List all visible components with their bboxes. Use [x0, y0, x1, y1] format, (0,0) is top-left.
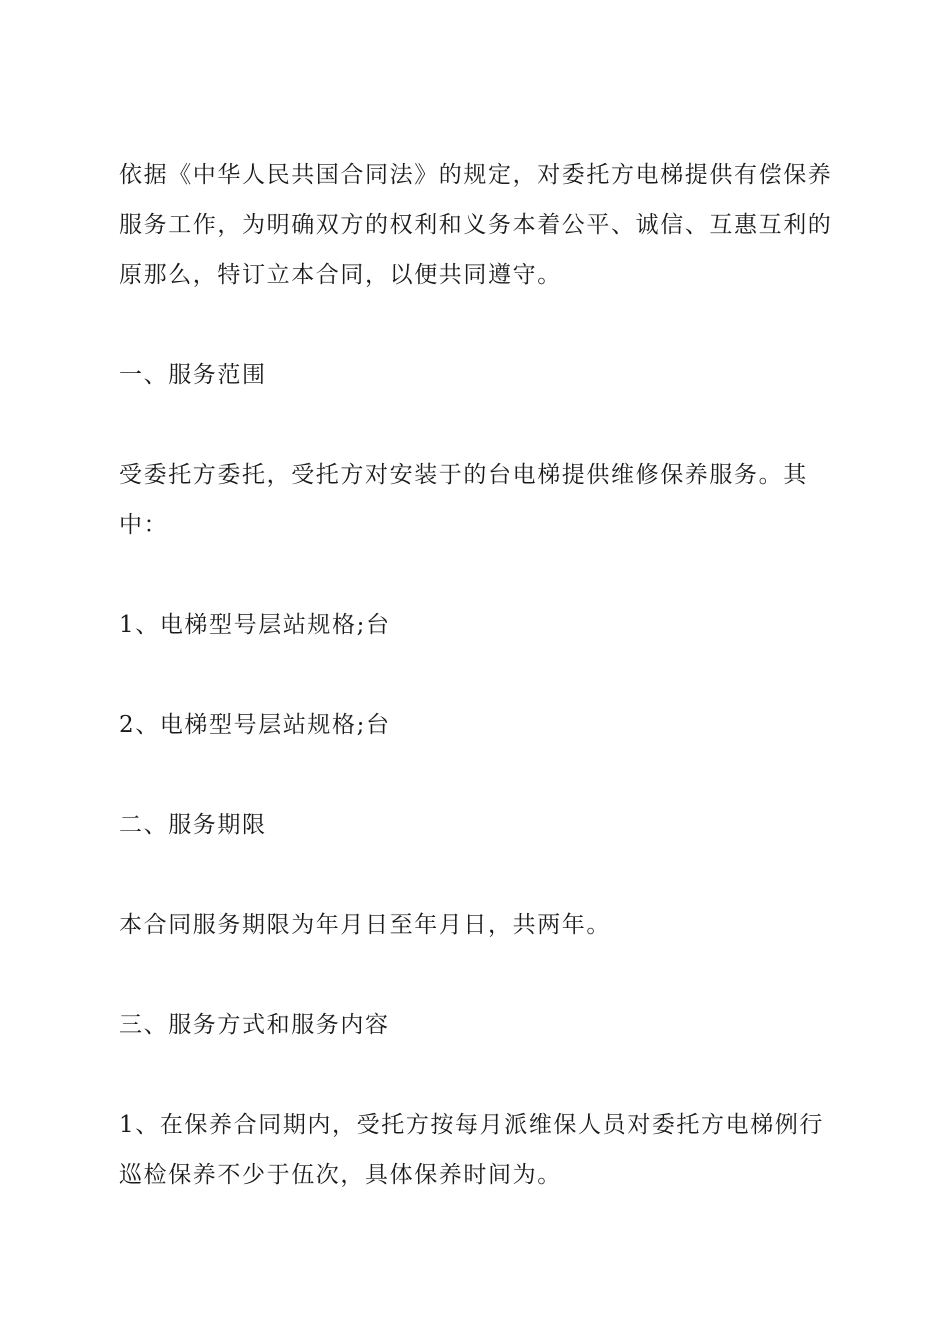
- paragraph-gap: [119, 1050, 835, 1100]
- elevator-item-1: 1、电梯型号层站规格;台: [119, 612, 391, 638]
- elevator-item-2: 2、电梯型号层站规格;台: [119, 712, 391, 738]
- service-term-paragraph: 本合同服务期限为年月日至年月日，共两年。: [119, 912, 611, 938]
- paragraph-gap: [119, 300, 835, 350]
- paragraph-gap: [119, 750, 835, 800]
- section-heading-service-term: 二、服务期限: [119, 812, 267, 838]
- service-scope-paragraph: 受委托方委托，受托方对安装于的台电梯提供维修保养服务。其中：: [119, 462, 808, 538]
- paragraph-gap: [119, 950, 835, 1000]
- section-heading-service-method: 三、服务方式和服务内容: [119, 1012, 390, 1038]
- paragraph-gap: [119, 400, 835, 450]
- paragraph-gap: [119, 850, 835, 900]
- document-body: [119, 150, 835, 1200]
- section-heading-service-scope: 一、服务范围: [119, 362, 267, 388]
- paragraph-gap: [119, 650, 835, 700]
- intro-paragraph: 依据《中华人民共国合同法》的规定，对委托方电梯提供有偿保养服务工作，为明确双方的权利和义务本着公平、诚信、互惠互利的原那么，特订立本合同，以便共同遵守。: [119, 162, 833, 288]
- service-method-item-1: 1、在保养合同期内，受托方按每月派维保人员对委托方电梯例行巡检保养不少于伍次，具体保养时间为。: [119, 1112, 825, 1188]
- paragraph-gap: [119, 550, 835, 600]
